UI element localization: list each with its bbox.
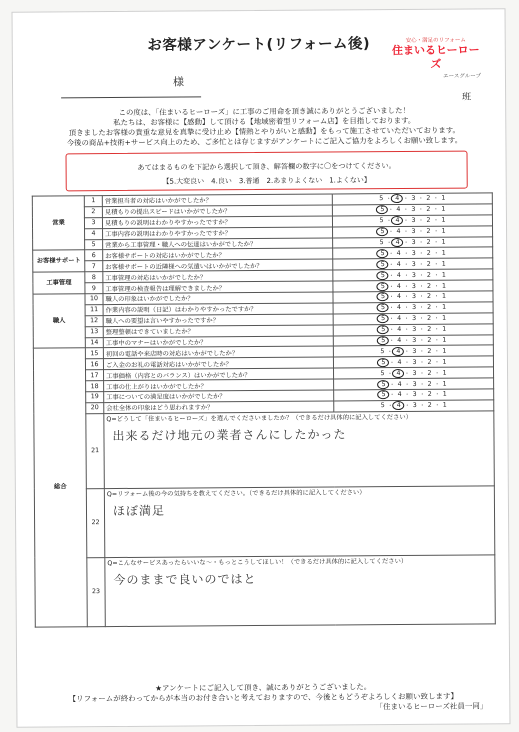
question-number: 7 [85, 261, 103, 272]
separator: ・ [418, 196, 424, 203]
question-text: 職人への要望は言いやすかったですか？ [103, 314, 333, 326]
rating-option[interactable]: 5 [379, 217, 384, 225]
rating-option[interactable]: 4 [397, 326, 402, 334]
question-number: 9 [85, 283, 103, 294]
question-text: 工事内容の説明はわかりやすかったですか？ [103, 227, 333, 239]
separator: ・ [404, 327, 410, 334]
rating-option[interactable]: 1 [441, 206, 446, 214]
rating-option[interactable]: 1 [442, 304, 447, 312]
separator: ・ [419, 326, 425, 334]
question-number: 19 [86, 392, 104, 403]
separator: ・ [388, 229, 394, 236]
question-text: 作業内容の説明（日記）はわかりやすかったですか？ [103, 303, 333, 315]
logo-tagline: 安心・満足のリフォーム [405, 37, 466, 44]
category-label: 営業 [32, 196, 84, 251]
question-number: 12 [85, 315, 103, 326]
company-logo [391, 35, 481, 80]
separator: ・ [433, 217, 439, 225]
rating-option[interactable]: 4 [397, 391, 402, 399]
separator: ・ [419, 381, 425, 388]
rating-option[interactable]: 5 [379, 239, 384, 247]
free-question-text: Q=リフォーム後の今の気持ちを教えてください。（できるだけ具体的に記入してください） [106, 489, 366, 498]
rating-option[interactable]: 5 [380, 402, 385, 410]
rating-option[interactable]: 1 [441, 195, 446, 203]
rating-option[interactable]: 4 [396, 206, 401, 214]
question-text: 工事価格（内容とのバランス）はいかがでしたか？ [104, 368, 334, 380]
separator: ・ [388, 294, 395, 301]
rating-option[interactable]: 3 [412, 326, 417, 334]
question-number: 13 [85, 326, 103, 337]
separator: ・ [419, 370, 425, 377]
rating-option[interactable]: 3 [411, 195, 416, 203]
rating-option[interactable]: 4 [396, 228, 401, 236]
rating-option[interactable]: 1 [441, 293, 447, 301]
instructions-box [65, 151, 467, 192]
rating-option-selected[interactable]: 5 [376, 205, 388, 214]
separator: ・ [389, 338, 395, 345]
free-question-text: Q=どうして「住まいるヒーローズ」を選んでくださいましたか？（できるだけ具体的に記入してください） [106, 413, 412, 423]
question-number: 6 [85, 250, 103, 261]
separator: ・ [418, 272, 424, 279]
footer [17, 681, 509, 714]
rating-option[interactable]: 2 [426, 227, 431, 235]
separator: ・ [434, 370, 440, 377]
question-text: 見積もりの説明はわかりやすかったですか？ [102, 216, 332, 228]
separator: ・ [404, 305, 410, 312]
separator: ・ [419, 359, 425, 366]
question-text: 見積もりの提出スピードはいかがでしたか？ [102, 205, 332, 217]
rating-option-selected[interactable]: 4 [391, 194, 403, 203]
rating-option[interactable]: 3 [411, 228, 416, 236]
separator: ・ [404, 348, 410, 355]
rating-option[interactable]: 1 [442, 402, 447, 410]
rating-option[interactable]: 4 [397, 380, 402, 388]
rating-option[interactable]: 3 [411, 238, 416, 246]
question-number: 11 [85, 305, 103, 316]
name-suffix: 様 [172, 75, 185, 89]
separator: ・ [434, 403, 440, 410]
rating-option[interactable]: 2 [427, 391, 432, 399]
separator: ・ [419, 337, 425, 344]
rating-option[interactable]: 2 [427, 336, 432, 344]
footer-message: 【リフォームが終わってからが本当のお付き合いと考えておりますので、今後ともどうぞよろしくお願い致します】 [68, 691, 459, 704]
question-number: 8 [85, 272, 103, 283]
question-text: 営業担当者の対応はいかがでしたか？ [102, 194, 332, 206]
question-text: 会社全体の印象はどう思われますか？ [104, 401, 334, 413]
separator: ・ [434, 348, 440, 355]
rating-option[interactable]: 3 [412, 369, 417, 377]
separator: ・ [434, 337, 440, 344]
separator: ・ [403, 294, 410, 301]
separator: ・ [418, 250, 424, 257]
rating-option[interactable]: 2 [426, 249, 431, 257]
free-answer-cell[interactable] [104, 486, 494, 558]
separator: ・ [404, 381, 410, 388]
separator: ・ [433, 239, 439, 246]
separator: ・ [419, 392, 425, 399]
question-number: 10 [85, 294, 103, 305]
question-number: 4 [85, 228, 103, 239]
rating-option[interactable]: 4 [396, 249, 401, 257]
rating-option[interactable]: 4 [397, 337, 402, 345]
rating-option[interactable]: 2 [427, 315, 432, 323]
rating-option-selected[interactable]: 5 [377, 282, 389, 291]
separator: ・ [403, 239, 409, 247]
question-number: 2 [84, 206, 102, 217]
rating-option[interactable]: 3 [412, 402, 417, 410]
separator: ・ [434, 359, 440, 366]
rating-option[interactable]: 5 [380, 348, 385, 356]
rating-option-selected[interactable]: 5 [377, 314, 389, 323]
separator: ・ [418, 239, 424, 246]
rating-option[interactable]: 4 [396, 271, 401, 279]
separator: ・ [418, 261, 424, 268]
rating-option[interactable]: 2 [426, 206, 431, 214]
separator: ・ [403, 207, 409, 214]
question-text: お客様サポートの対応はいかがでしたか？ [103, 248, 333, 260]
rating-option[interactable]: 2 [427, 380, 432, 388]
rating-option[interactable]: 1 [441, 271, 446, 279]
question-text: 工事の仕上がりはいかがでしたか？ [104, 379, 334, 391]
rating-option[interactable]: 1 [442, 391, 447, 399]
rating-option[interactable]: 3 [411, 260, 416, 268]
separator: ・ [434, 392, 440, 399]
separator: ・ [433, 228, 439, 235]
rating-option-selected[interactable]: 5 [378, 380, 390, 389]
rating-option[interactable]: 2 [426, 260, 431, 268]
rating-option[interactable]: 1 [442, 347, 447, 355]
separator: ・ [388, 272, 394, 279]
question-number: 22 [86, 488, 104, 557]
rating-option[interactable]: 3 [411, 206, 416, 214]
rating-option[interactable]: 1 [441, 282, 446, 290]
separator: ・ [433, 261, 439, 268]
separator: ・ [434, 381, 440, 388]
rating-option[interactable]: 2 [427, 347, 432, 355]
handwritten-answer: ほぼ満足 [112, 503, 166, 518]
rating-option[interactable]: 3 [412, 391, 417, 399]
rating-option-selected[interactable]: 5 [377, 336, 389, 345]
separator: ・ [386, 240, 392, 247]
rating-option[interactable]: 2 [426, 293, 432, 301]
rating-option[interactable]: 3 [411, 282, 416, 290]
separator: ・ [403, 218, 409, 225]
rating-option-selected[interactable]: 5 [377, 260, 389, 269]
rating-option-selected[interactable]: 5 [377, 358, 389, 367]
rating-option[interactable]: 4 [397, 304, 402, 312]
separator: ・ [389, 392, 395, 399]
separator: ・ [403, 283, 409, 290]
separator: ・ [404, 359, 410, 366]
separator: ・ [419, 403, 425, 410]
intro-line: 頂きましたお客様の貴重な意見を真摯に受け止め【情熱とやりがいと感動】をもって施工させていただいております。 [68, 125, 460, 138]
rating-option-selected[interactable]: 4 [392, 369, 404, 378]
separator: ・ [418, 218, 424, 225]
separator: ・ [403, 261, 409, 268]
rating-option-selected[interactable]: 4 [392, 238, 404, 247]
separator: ・ [386, 218, 392, 225]
rating-option-selected[interactable]: 5 [377, 271, 389, 280]
separator: ・ [389, 316, 395, 323]
rating-option[interactable]: 1 [441, 249, 446, 257]
question-text: 初回の電話や来店時の対応はいかがでしたか？ [103, 346, 333, 358]
question-text: 整理整頓はできていましたか？ [103, 325, 333, 337]
rating-option[interactable]: 3 [411, 293, 417, 301]
rating-option[interactable]: 1 [442, 325, 447, 333]
category-label: 工事管理 [33, 272, 85, 294]
rating-option[interactable]: 4 [397, 315, 402, 323]
rating-option-selected[interactable]: 5 [377, 303, 389, 312]
question-text: 工事についての満足度はいかがでしたか？ [104, 390, 334, 402]
question-number: 14 [85, 337, 103, 348]
separator: ・ [404, 316, 410, 323]
question-number: 17 [86, 370, 104, 381]
rating-option[interactable]: 5 [380, 369, 385, 377]
logo-name: 住まいるヒーローズ [391, 43, 480, 71]
separator: ・ [388, 207, 394, 214]
category-label: 総合 [33, 348, 87, 627]
free-answer-cell[interactable] [105, 555, 495, 627]
rating-option[interactable]: 3 [412, 380, 417, 388]
survey-sheet [12, 8, 511, 727]
rating-option[interactable]: 4 [396, 293, 402, 301]
rating-option[interactable]: 5 [379, 195, 384, 203]
intro-text [43, 105, 485, 148]
separator: ・ [403, 272, 409, 279]
logo-group: エースグループ [443, 73, 481, 80]
rating-option[interactable]: 2 [427, 304, 432, 312]
separator: ・ [387, 370, 393, 377]
handwritten-answer: 今のままで良いのではと [113, 571, 257, 587]
separator: ・ [386, 196, 392, 203]
separator: ・ [434, 315, 440, 323]
rating-option-selected[interactable]: 5 [376, 227, 388, 236]
instructions-line: あてはまるものを下記から選択して頂き、解答欄の数字に〇をつけてください。 [137, 161, 396, 172]
separator: ・ [419, 316, 425, 323]
separator: ・ [389, 327, 395, 334]
separator: ・ [419, 348, 425, 355]
separator: ・ [433, 207, 439, 214]
rating-option[interactable]: 3 [412, 304, 417, 312]
rating-option[interactable]: 1 [441, 260, 446, 268]
rating-option[interactable]: 3 [412, 358, 417, 366]
free-answer-cell[interactable] [104, 411, 495, 489]
question-text: お客様サポートの近隣様への気遣いはいかがでしたか？ [103, 259, 333, 271]
free-answer-row [34, 411, 495, 489]
separator: ・ [434, 326, 440, 333]
rating-option[interactable]: 1 [441, 238, 446, 246]
rating-option[interactable]: 3 [412, 336, 417, 344]
rating-option[interactable]: 2 [427, 369, 432, 377]
question-number: 15 [85, 348, 103, 359]
free-answer-row [35, 555, 495, 627]
free-question-text: Q=こんなサービスあったらいいな～・もっとこうしてほしい！（できるだけ具体的に記入してください） [107, 557, 408, 567]
question-number: 3 [84, 217, 102, 228]
rating-option-selected[interactable]: 5 [378, 391, 390, 400]
rating-option[interactable]: 2 [427, 325, 432, 333]
footer-thanks: ★アンケートにご記入して頂き、誠にありがとうございました。 [155, 682, 372, 693]
page-title: お客様アンケート(リフォーム後) [147, 36, 371, 54]
separator: ・ [418, 207, 424, 214]
rating-option[interactable]: 1 [442, 336, 447, 344]
rating-option[interactable]: 1 [442, 314, 447, 322]
separator: ・ [433, 283, 439, 290]
question-text: 工事中のマナーはいかがでしたか？ [103, 336, 333, 348]
category-label: 職人 [33, 294, 85, 349]
category-label: お客様サポート [33, 250, 85, 272]
separator: ・ [433, 272, 439, 279]
rating-option[interactable]: 3 [412, 315, 417, 323]
handwritten-answer: 出来るだけ地元の業者さんにしたかった [112, 427, 347, 443]
question-number: 21 [86, 413, 105, 488]
rating-option[interactable]: 4 [396, 260, 401, 268]
question-number: 18 [86, 381, 104, 392]
rating-option[interactable]: 2 [426, 238, 431, 246]
rating-option[interactable]: 4 [396, 282, 401, 290]
rating-option[interactable]: 1 [441, 216, 446, 224]
separator: ・ [418, 283, 424, 290]
question-number: 16 [85, 359, 103, 370]
question-text: 営業から工事管理・職人への伝達はいかがでしたか？ [103, 238, 333, 250]
intro-line: この度は、「住まいるヒーローズ」に工事のご用命を頂き誠にありがとうございました！ [118, 105, 410, 117]
separator: ・ [404, 392, 410, 399]
separator: ・ [388, 283, 394, 290]
separator: ・ [387, 348, 393, 356]
separator: ・ [388, 261, 394, 268]
rating-option[interactable]: 1 [442, 369, 447, 377]
rating-option[interactable]: 2 [426, 195, 431, 203]
separator: ・ [387, 403, 393, 410]
intro-line: 私たちは、お客様に【感動】して頂ける【地域密着型リフォーム店】を目指しております。 [113, 115, 416, 128]
rating-option-selected[interactable]: 4 [391, 216, 403, 225]
free-answer-row [34, 486, 494, 558]
separator: ・ [388, 250, 394, 257]
question-text: 職人の印象はいかがでしたか？ [103, 292, 333, 304]
rating-option[interactable]: 3 [411, 217, 416, 225]
rating-option-selected[interactable]: 5 [377, 293, 389, 302]
question-number: 5 [85, 239, 103, 250]
separator: ・ [433, 196, 439, 203]
rating-option[interactable]: 3 [411, 271, 416, 279]
rating-option-selected[interactable]: 4 [392, 347, 404, 356]
separator: ・ [404, 370, 410, 377]
separator: ・ [434, 294, 440, 301]
rating-option[interactable]: 3 [412, 347, 417, 355]
rating-option-selected[interactable]: 5 [377, 325, 389, 334]
rating-option[interactable]: 1 [442, 380, 447, 388]
separator: ・ [418, 228, 424, 236]
separator: ・ [403, 250, 409, 257]
rating-option[interactable]: 2 [427, 358, 432, 366]
rating-legend: 【5.大変良い 4.良い 3.普通 2.あまりよくない 1.よくない】 [162, 176, 371, 186]
rating-option-selected[interactable]: 4 [393, 401, 405, 410]
separator: ・ [389, 305, 395, 312]
rating-option[interactable]: 1 [441, 227, 446, 235]
team-label: 班 [462, 92, 472, 103]
separator: ・ [404, 337, 410, 345]
separator: ・ [389, 381, 395, 388]
separator: ・ [389, 359, 395, 366]
question-number: 1 [84, 196, 102, 207]
separator: ・ [434, 305, 440, 312]
separator: ・ [403, 196, 409, 203]
rating-option[interactable]: 4 [397, 358, 402, 366]
rating-option-selected[interactable]: 5 [377, 249, 389, 258]
intro-line: 今後の商品+技術+サービス向上のため、ご多忙とは存じますがアンケートにご記入ご協力をよろしくお願い致します。 [66, 135, 463, 148]
rating-option[interactable]: 2 [426, 271, 431, 279]
separator: ・ [419, 305, 425, 312]
rating-option[interactable]: 3 [411, 249, 416, 257]
question-text: 工事管理の対応はいかがでしたか？ [103, 270, 333, 282]
separator: ・ [418, 294, 425, 301]
question-text: ご入金のお礼の電話対応はいかがでしたか？ [103, 357, 333, 369]
separator: ・ [433, 250, 439, 257]
survey-table [32, 192, 496, 627]
rating-option[interactable]: 2 [426, 282, 431, 290]
footer-signature: 「住まいるヒーローズ社員一同」 [375, 701, 488, 712]
separator: ・ [404, 403, 410, 410]
rating-option[interactable]: 1 [442, 358, 447, 366]
question-number: 23 [87, 557, 105, 626]
separator: ・ [403, 229, 409, 236]
rating-option[interactable]: 2 [426, 217, 431, 225]
rating-option[interactable]: 2 [427, 402, 432, 410]
question-text: 工事管理の検査報告は理解できましたか？ [103, 281, 333, 293]
question-number: 20 [86, 403, 104, 414]
